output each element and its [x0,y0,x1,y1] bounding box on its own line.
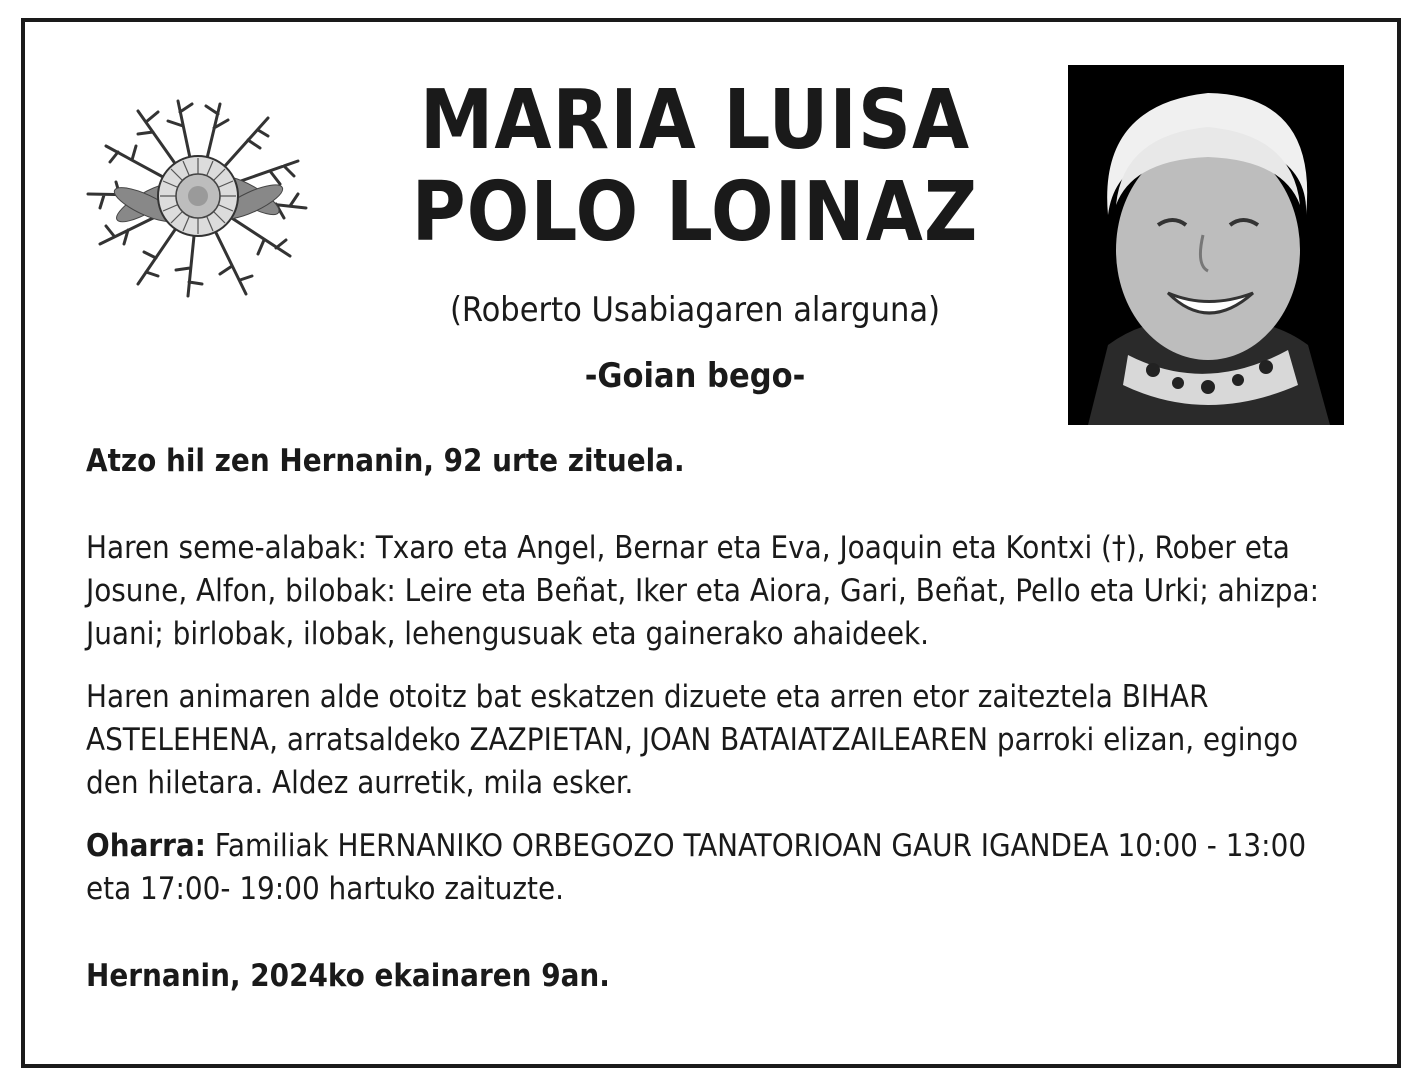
note-text: Familiak HERNANIKO ORBEGOZO TANATORIOAN GAUR IGANDEA 10:00 - 13:00 eta 17:00- 19:00 hartuko zaituzte. [86,828,1307,907]
place-date: Hernanin, 2024ko ekainaren 9an. [86,958,610,994]
note-label: Oharra: [86,828,206,864]
widow-of-line: (Roberto Usabiagaren alarguna) [449,290,941,330]
deceased-name-line1: MARIA LUISA [419,73,971,168]
death-announcement: Atzo hil zen Hernanin, 92 urte zituela. [86,443,685,479]
note-paragraph [86,825,1336,911]
funeral-paragraph: Haren animaren alde otoitz bat eskatzen dizuete eta arren etor zaiteztela BIHAR ASTELEHENA, arratsaldeko ZAZPIETAN, JOAN BATAIATZAILEAREN parroki elizan, egingo den hiletara. Aldez aurretik, mila esker. [86,679,1298,801]
family-paragraph: Haren seme-alabak: Txaro eta Angel, Bernar eta Eva, Joaquin eta Kontxi (†), Rober eta Josune, Alfon, bilobak: Leire eta Beñat, Iker eta Aiora, Gari, Beñat, Pello eta Urki; ahizpa: Juani; birlobak, ilobak, lehengusuak eta gainerako ahaideek. [86,530,1320,652]
portrait-photo [1068,65,1344,425]
portrait-illustration [1068,65,1344,425]
deceased-name-line2: POLO LOINAZ [411,165,979,260]
thistle-flower-icon [78,88,318,313]
rip-line: -Goian bego- [584,356,806,396]
